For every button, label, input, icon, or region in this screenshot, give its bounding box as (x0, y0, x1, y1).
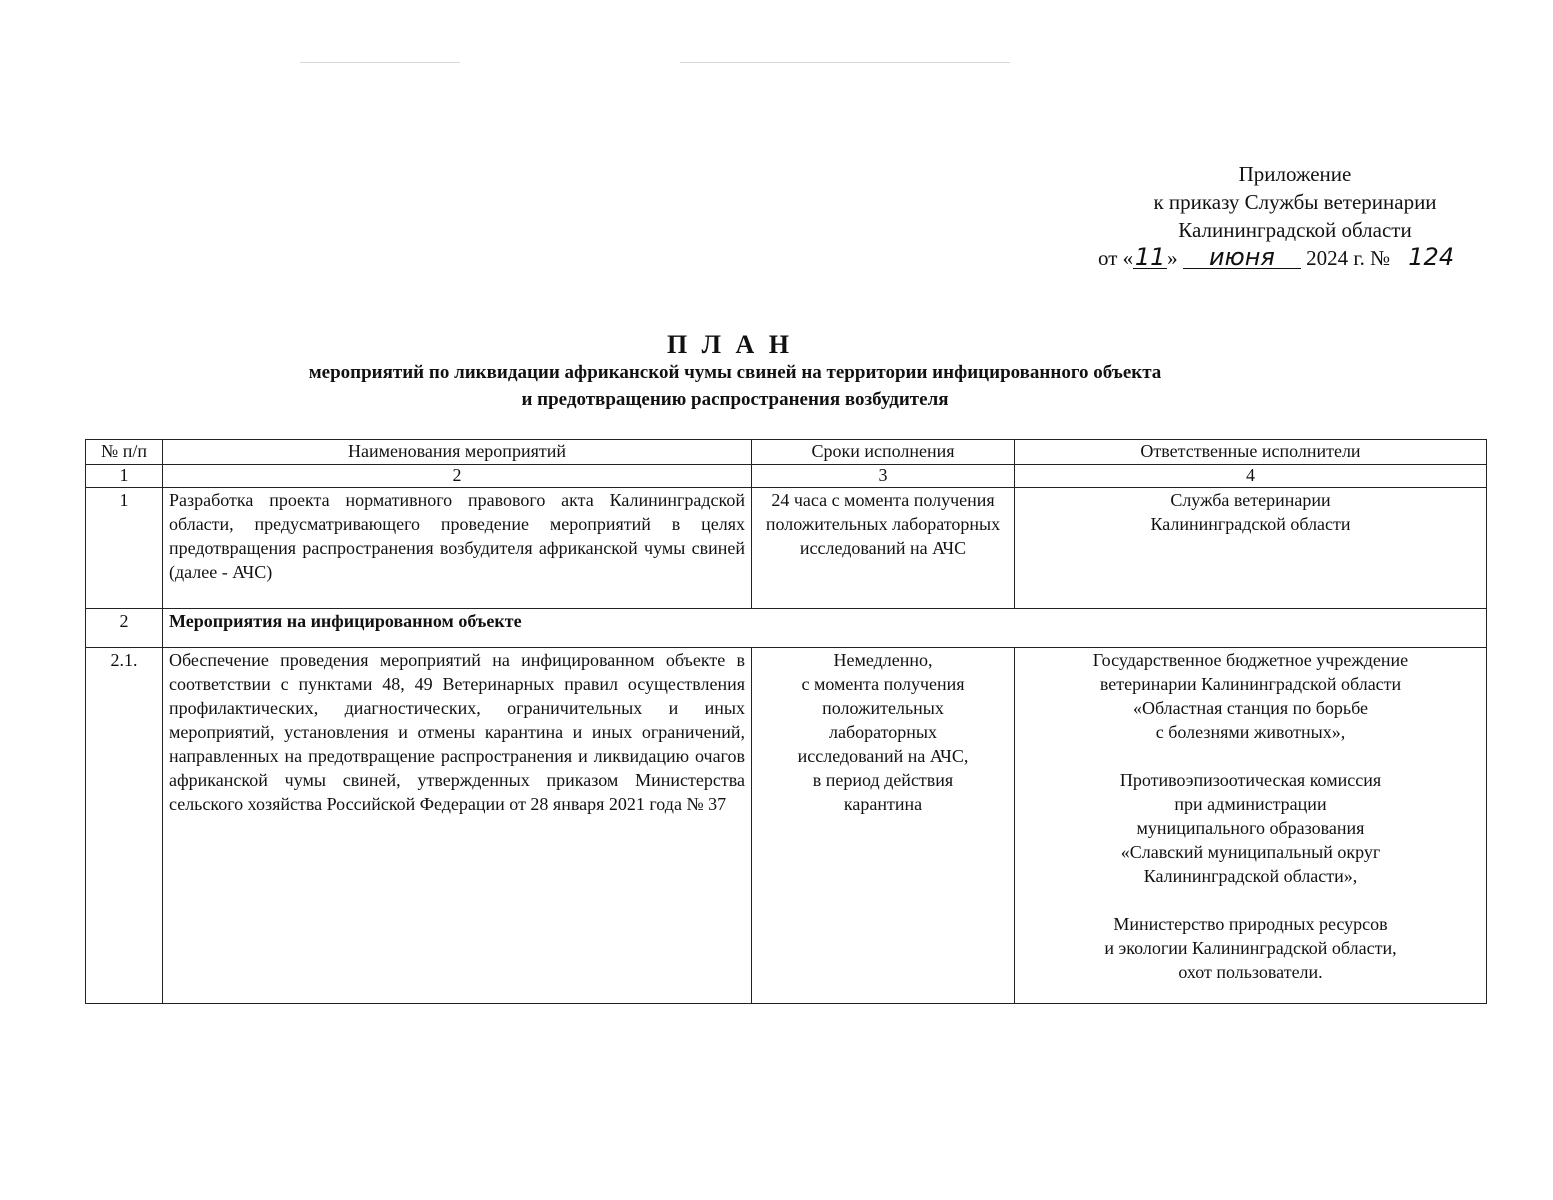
table-row (86, 648, 1487, 1004)
deadline-line: карантина (843, 794, 923, 814)
row-number: 2.1. (86, 648, 163, 1004)
appendix-title: Приложение (1238, 162, 1352, 186)
handwritten-day: 11 (1134, 243, 1166, 271)
responsible-line: и экологии Калининградской области, (1104, 938, 1397, 958)
section-title: Мероприятия на инфицированном объекте (163, 609, 1487, 648)
deadline-line: исследований на АЧС, (797, 746, 969, 766)
row-number: 2 (86, 609, 163, 648)
plan-subtitle-line2: и предотвращению распространения возбудителя (521, 389, 949, 410)
column-number: 3 (752, 465, 1015, 488)
responsible-line: при администрации (1174, 794, 1327, 814)
responsible-line: Противоэпизоотическая комиссия (1119, 770, 1382, 790)
deadline-line: Немедленно, (833, 650, 933, 670)
scan-artifact (300, 62, 460, 63)
date-quote-close: » (1167, 246, 1178, 270)
responsible-line: Государственное бюджетное учреждение (1092, 650, 1409, 670)
section-row (86, 609, 1487, 648)
date-prefix: от « (1098, 246, 1134, 270)
header-activity: Наименования мероприятий (163, 440, 752, 465)
date-year: 2024 г. № (1306, 246, 1391, 270)
deadline-text: 24 часа с момента получения положительных лабораторных исследований на АЧС (752, 488, 1015, 609)
column-number: 4 (1015, 465, 1487, 488)
handwritten-month: июня (1183, 246, 1301, 269)
table-header-row (86, 440, 1487, 465)
deadline-line: положительных (822, 698, 944, 718)
appendix-header (1085, 160, 1505, 272)
deadline-line: с момента получения (801, 674, 965, 694)
order-date-line (1085, 244, 1505, 272)
column-number-row (86, 465, 1487, 488)
plan-subtitle-line1: мероприятий по ликвидации африканской чумы свиней на территории инфицированного объекта (308, 362, 1162, 383)
responsible-line: «Славский муниципальный округ (1120, 842, 1381, 862)
plan-table (85, 439, 1487, 1004)
plan-title: П Л А Н (666, 330, 794, 359)
column-number: 2 (163, 465, 752, 488)
responsible-line: Служба ветеринарии (1170, 490, 1331, 510)
deadline-line: лабораторных (828, 722, 937, 742)
header-number: № п/п (86, 440, 163, 465)
appendix-order-ref: к приказу Службы ветеринарии (1153, 190, 1437, 214)
activity-text: Разработка проекта нормативного правового акта Калининградской области, предусматривающего проведение мероприятий в целях предотвращения распространения возбудителя африканской чумы свиней (далее - АЧС) (163, 488, 752, 609)
column-number: 1 (86, 465, 163, 488)
deadline-text (752, 648, 1015, 1004)
responsible-text (1015, 488, 1487, 609)
spacer (1021, 744, 1480, 768)
header-deadline: Сроки исполнения (752, 440, 1015, 465)
responsible-line: «Областная станция по борьбе (1132, 698, 1369, 718)
activity-text: Обеспечение проведения мероприятий на инфицированном объекте в соответствии с пунктами 48, 49 Ветеринарных правил осуществления профилактических, диагностических, ограничительных и иных мероприятий, установления и отмены карантина и иных ограничений, направленных на предотвращение распространения и ликвидацию очагов африканской чумы свиней, утвержденных приказом Министерства сельского хозяйства Российской Федерации от 28 января 2021 года № 37 (163, 648, 752, 1004)
handwritten-order-number: 124 (1408, 243, 1455, 271)
responsible-line: с болезнями животных», (1155, 722, 1346, 742)
table-row (86, 488, 1487, 609)
responsible-text (1015, 648, 1487, 1004)
responsible-line: муниципального образования (1136, 818, 1365, 838)
responsible-line: охот пользователи. (1178, 962, 1323, 982)
row-number: 1 (86, 488, 163, 609)
responsible-line: Министерство природных ресурсов (1113, 914, 1388, 934)
spacer (1021, 888, 1480, 912)
responsible-line: Калининградской области», (1143, 866, 1358, 886)
responsible-line: Калининградской области (1150, 514, 1351, 534)
deadline-line: в период действия (812, 770, 954, 790)
appendix-region: Калининградской области (1178, 218, 1412, 242)
scan-artifact (680, 62, 1010, 63)
header-responsible: Ответственные исполнители (1015, 440, 1487, 465)
responsible-line: ветеринарии Калининградской области (1099, 674, 1402, 694)
